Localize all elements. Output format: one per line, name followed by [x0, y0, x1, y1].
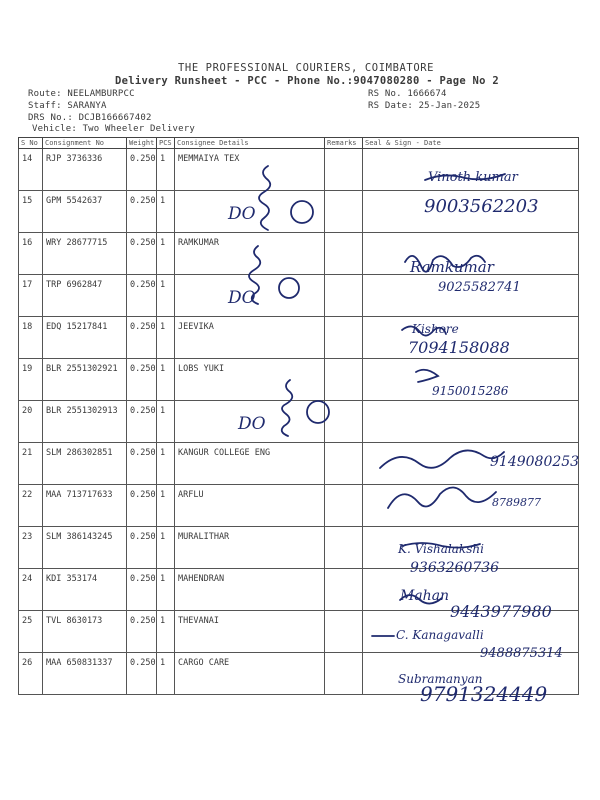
circled-two-mark — [291, 201, 313, 223]
serial-cell: 23 — [19, 527, 43, 569]
consignee-cell: MEMMAIYA TEX — [175, 149, 325, 191]
signature-mark — [380, 450, 504, 468]
rs-date: RS Date: 25-Jan-2025 — [368, 101, 481, 111]
consignment-cell: BLR 2551302921 — [43, 359, 127, 401]
recipient-name: Subramanyan — [398, 672, 483, 686]
serial-cell: 25 — [19, 611, 43, 653]
serial-cell: 26 — [19, 653, 43, 695]
consignee-cell: MAHENDRAN — [175, 569, 325, 611]
consignment-cell: SLM 386143245 — [43, 527, 127, 569]
pcs-cell: 1 — [157, 653, 175, 695]
consignee-cell: ARFLU — [175, 485, 325, 527]
recipient-phone: 9363260736 — [410, 560, 500, 576]
consignment-cell: KDI 353174 — [43, 569, 127, 611]
weight-cell: 0.250 — [127, 191, 157, 233]
recipient-phone: 7094158088 — [408, 338, 510, 357]
column-header: Seal & Sign - Date — [363, 138, 579, 149]
consignment-cell: MAA 713717633 — [43, 485, 127, 527]
rs-number: RS No. 1666674 — [368, 89, 447, 99]
pcs-cell: 1 — [157, 191, 175, 233]
pcs-cell: 1 — [157, 149, 175, 191]
consignment-cell: TRP 6962847 — [43, 275, 127, 317]
pcs-cell: 1 — [157, 359, 175, 401]
weight-cell: 0.250 — [127, 653, 157, 695]
consignee-cell: KANGUR COLLEGE ENG — [175, 443, 325, 485]
serial-cell: 21 — [19, 443, 43, 485]
pcs-cell: 1 — [157, 569, 175, 611]
recipient-phone: 8789877 — [492, 496, 541, 509]
brace-mark — [259, 166, 270, 230]
weight-cell: 0.250 — [127, 149, 157, 191]
consignee-cell: THEVANAI — [175, 611, 325, 653]
pcs-cell: 1 — [157, 611, 175, 653]
signature-mark — [416, 370, 438, 382]
serial-cell: 19 — [19, 359, 43, 401]
pcs-cell: 1 — [157, 485, 175, 527]
consignee-cell: JEEVIKA — [175, 317, 325, 359]
brace-mark — [282, 380, 293, 436]
consignment-cell: RJP 3736336 — [43, 149, 127, 191]
weight-cell: 0.250 — [127, 611, 157, 653]
consignee-cell: LOBS YUKI — [175, 359, 325, 401]
recipient-phone: 9791324449 — [420, 682, 548, 706]
column-header: PCS — [157, 138, 175, 149]
consignee-cell: CARGO CARE — [175, 653, 325, 695]
consignment-cell: SLM 286302851 — [43, 443, 127, 485]
pcs-cell: 1 — [157, 401, 175, 443]
consignment-cell: GPM 5542637 — [43, 191, 127, 233]
handwritten-do: DO — [238, 414, 266, 434]
weight-cell: 0.250 — [127, 233, 157, 275]
handwritten-do: DO — [228, 288, 256, 308]
column-header: Consignment No — [43, 138, 127, 149]
vehicle-label: Vehicle: Two Wheeler Delivery — [32, 124, 195, 134]
drs-number: DRS No.: DCJB166667402 — [28, 113, 152, 123]
consignment-cell: EDQ 15217841 — [43, 317, 127, 359]
serial-cell: 22 — [19, 485, 43, 527]
recipient-name: Ramkumar — [410, 258, 494, 276]
handwritten-do: DO — [228, 204, 256, 224]
weight-cell: 0.250 — [127, 569, 157, 611]
consignment-cell: BLR 2551302913 — [43, 401, 127, 443]
consignment-cell: TVL 8630173 — [43, 611, 127, 653]
signature-mark — [388, 487, 496, 508]
column-header: Weight — [127, 138, 157, 149]
pcs-cell: 1 — [157, 443, 175, 485]
serial-cell: 18 — [19, 317, 43, 359]
recipient-name: Vinoth kumar — [428, 170, 518, 185]
route-label: Route: NEELAMBURPCC — [28, 89, 135, 99]
weight-cell: 0.250 — [127, 527, 157, 569]
serial-cell: 17 — [19, 275, 43, 317]
circled-two-mark — [279, 278, 299, 298]
weight-cell: 0.250 — [127, 275, 157, 317]
weight-cell: 0.250 — [127, 401, 157, 443]
serial-cell: 14 — [19, 149, 43, 191]
column-header: Remarks — [325, 138, 363, 149]
consignment-cell: MAA 650831337 — [43, 653, 127, 695]
consignment-cell: WRY 28677715 — [43, 233, 127, 275]
weight-cell: 0.250 — [127, 443, 157, 485]
column-header: S No — [19, 138, 43, 149]
weight-cell: 0.250 — [127, 359, 157, 401]
serial-cell: 24 — [19, 569, 43, 611]
pcs-cell: 1 — [157, 233, 175, 275]
pcs-cell: 1 — [157, 527, 175, 569]
weight-cell: 0.250 — [127, 317, 157, 359]
recipient-phone: 9149080253 — [490, 454, 580, 470]
serial-cell: 20 — [19, 401, 43, 443]
recipient-name: K. Vishalakshi — [398, 542, 484, 556]
recipient-phone: 9443977980 — [450, 602, 552, 621]
circled-two-mark — [307, 401, 329, 423]
document-subtitle: Delivery Runsheet - PCC - Phone No.:9047080280 - Page No 2 — [115, 75, 500, 87]
recipient-name: Kishore — [412, 322, 459, 336]
pcs-cell: 1 — [157, 317, 175, 359]
recipient-name: Mahan — [400, 588, 450, 604]
weight-cell: 0.250 — [127, 485, 157, 527]
serial-cell: 15 — [19, 191, 43, 233]
serial-cell: 16 — [19, 233, 43, 275]
consignee-cell: MURALITHAR — [175, 527, 325, 569]
recipient-phone: 9150015286 — [432, 384, 509, 398]
consignee-cell: RAMKUMAR — [175, 233, 325, 275]
column-header: Consignee Details — [175, 138, 325, 149]
recipient-phone: 9488875314 — [480, 646, 563, 661]
staff-label: Staff: SARANYA — [28, 101, 107, 111]
pcs-cell: 1 — [157, 275, 175, 317]
recipient-name: C. Kanagavalli — [396, 628, 484, 642]
recipient-phone: 9025582741 — [438, 280, 521, 295]
document-title: THE PROFESSIONAL COURIERS, COIMBATORE — [178, 62, 435, 74]
recipient-phone: 9003562203 — [424, 196, 539, 217]
